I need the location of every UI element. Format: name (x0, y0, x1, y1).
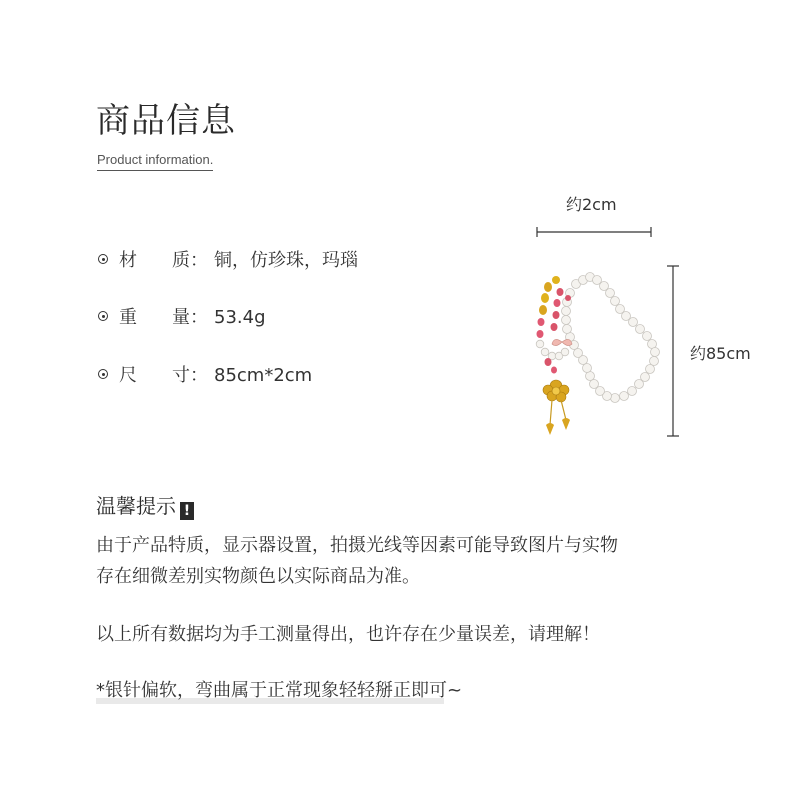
spec-value: 85cm*2cm (214, 365, 313, 386)
spec-key-first: 尺 (119, 365, 137, 386)
coral-gold-strand (537, 276, 573, 435)
spec-key-second: 量： (172, 307, 208, 328)
page-title: 商品信息 (96, 101, 236, 141)
width-dimension-line (537, 227, 651, 237)
notice-title (96, 490, 194, 520)
bullet-icon (98, 369, 108, 379)
length-dimension-line (667, 266, 679, 436)
spec-key-first: 材 (119, 250, 137, 271)
spec-key-first: 重 (119, 307, 137, 328)
bullet-icon (98, 254, 108, 264)
notice-line-3: 以上所有数据均为手工测量得出，也许存在少量误差，请理解！ (96, 624, 600, 645)
notice-line-1: 由于产品特质，显示器设置，拍摄光线等因素可能导致图片与实物 (96, 535, 618, 556)
notice-line-2: 存在细微差别实物颜色以实际商品为准。 (96, 566, 420, 587)
page-subtitle: Product information. (97, 152, 213, 171)
pearl-strand (536, 273, 659, 403)
spec-key-second: 质： (172, 250, 208, 271)
spec-key-second: 寸： (172, 365, 208, 386)
spec-value: 铜，仿珍珠，玛瑙 (214, 250, 358, 271)
width-dimension-label: 约2cm (566, 195, 617, 214)
exclamation-icon: ! (180, 502, 194, 520)
spec-value: 53.4g (214, 307, 266, 328)
bullet-icon (98, 311, 108, 321)
notice-line-4: *银针偏软，弯曲属于正常现象轻轻掰正即可~ (96, 680, 463, 701)
notice-title-text: 温馨提示 (96, 494, 176, 518)
length-dimension-label: 约85cm (690, 344, 751, 363)
